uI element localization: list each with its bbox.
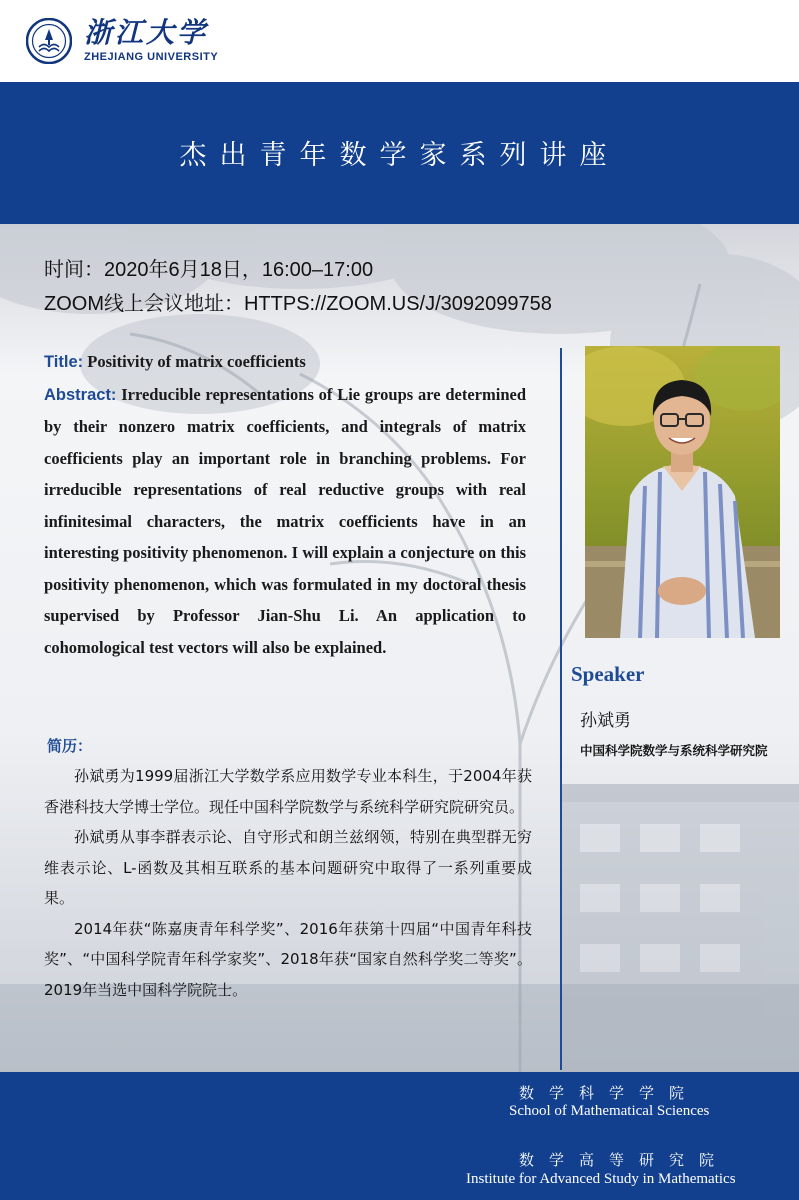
school-name-en: School of Mathematical Sciences: [509, 1103, 710, 1119]
school-name-cn: 数学科学学院: [519, 1084, 700, 1102]
university-seal-icon: [26, 18, 72, 64]
bio-text: [44, 761, 532, 1005]
talk-abstract-block: [44, 346, 526, 663]
institute-name-cn: 数学高等研究院: [519, 1151, 730, 1169]
event-time: 时间：2020年6月18日，16:00–17:00: [44, 259, 374, 281]
zoom-address: ZOOM线上会议地址：HTTPS://ZOOM.US/J/3092099758: [44, 293, 552, 315]
talk-title: Positivity of matrix coefficients: [87, 352, 306, 371]
abstract-text: Irreducible representations of Lie groups are determined by their nonzero matrix coefficients, and integrals of matrix coefficients play an important role in branching problems. For irreducible representations of real reductive groups with real infinitesimal characters, the matrix coefficients have in an interesting positivity phenomenon. I will explain a conjecture on this positivity phenomenon, which was formulated in my doctoral thesis supervised by Professor Jian-Shu Li. An application to cohomological test vectors will also be explained.: [44, 384, 527, 657]
abstract-paragraph: [44, 379, 526, 664]
bio-paragraph: 2014年获“陈嘉庚青年科学奖”、2016年获第十四届“中国青年科技奖”、“中国科学院青年科学家奖”、2018年获“国家自然科学奖二等奖”。2019年当选中国科学院院士。: [44, 919, 532, 999]
title-label: Title:: [44, 353, 84, 371]
bio-title: 简历：: [47, 737, 93, 755]
speaker-photo: [585, 346, 780, 638]
bio-paragraph: 孙斌勇为1999届浙江大学数学系应用数学专业本科生，于2004年获香港科技大学博士学位。现任中国科学院数学与系统科学研究院研究员。: [44, 767, 532, 816]
vertical-divider: [560, 348, 562, 1070]
abstract-label: Abstract:: [44, 385, 117, 404]
speaker-name: 孙斌勇: [580, 711, 631, 731]
series-title-band: [0, 82, 799, 224]
speaker-affiliation: 中国科学院数学与系统科学研究院: [580, 743, 768, 758]
speaker-label: Speaker: [571, 662, 645, 686]
bio-paragraph: 孙斌勇从事李群表示论、自守形式和朗兰兹纲领，特别在典型群无穷维表示论、L-函数及其相互联系的基本问题研究中取得了一系列重要成果。: [44, 828, 532, 907]
series-title: 杰出青年数学家系列讲座: [179, 140, 620, 171]
talk-title-line: [44, 346, 526, 379]
header: [0, 0, 799, 82]
university-name-en: ZHEJIANG UNIVERSITY: [84, 51, 219, 63]
footer: [0, 1072, 799, 1200]
university-name-cn: 浙江大学: [84, 16, 209, 49]
institute-name-en: Institute for Advanced Study in Mathematics: [466, 1171, 736, 1187]
